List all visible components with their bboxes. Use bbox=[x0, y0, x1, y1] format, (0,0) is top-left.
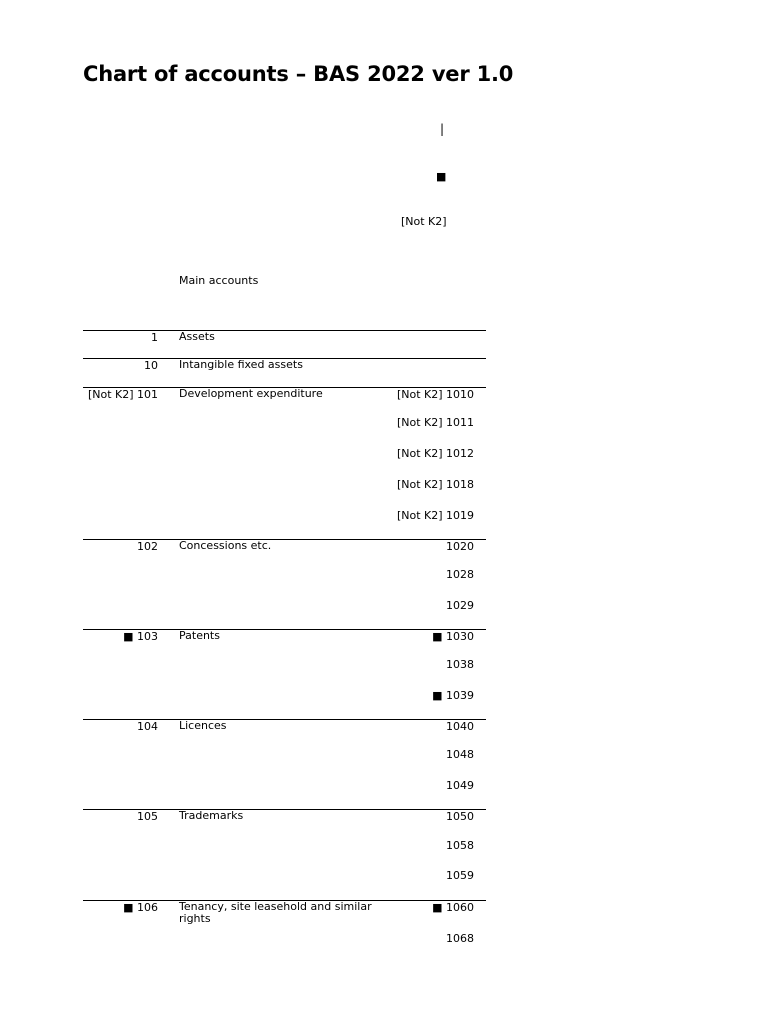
account-name: Development expenditure bbox=[179, 387, 323, 400]
account-name: Concessions etc. bbox=[179, 539, 272, 552]
sub-account: 1068 bbox=[446, 932, 474, 945]
sub-account: 1048 bbox=[446, 748, 474, 761]
sub-account: [Not K2] 1012 bbox=[396, 447, 474, 460]
account-code: 10 bbox=[144, 359, 158, 372]
sub-account: 1020 bbox=[446, 540, 474, 553]
sub-account: 1050 bbox=[446, 810, 474, 823]
sub-account: 1040 bbox=[446, 720, 474, 733]
account-code: [Not K2] 101 bbox=[87, 388, 158, 401]
legend-square-marker: ■ bbox=[436, 170, 447, 183]
sub-account: 1059 bbox=[446, 869, 474, 882]
sub-account: ■ 1060 bbox=[432, 901, 474, 914]
account-code: ■ 106 bbox=[123, 901, 158, 914]
account-name: Assets bbox=[179, 330, 215, 343]
sub-account: 1049 bbox=[446, 779, 474, 792]
sub-account: [Not K2] 1010 bbox=[396, 388, 474, 401]
account-name: Trademarks bbox=[179, 809, 244, 822]
sub-account: 1028 bbox=[446, 568, 474, 581]
sub-account: ■ 1039 bbox=[432, 689, 474, 702]
account-name: Tenancy, site leasehold and similar rights bbox=[179, 900, 372, 925]
account-code: 1 bbox=[151, 331, 158, 344]
sub-account: [Not K2] 1018 bbox=[396, 478, 474, 491]
sub-account: 1038 bbox=[446, 658, 474, 671]
page-title: Chart of accounts – BAS 2022 ver 1.0 bbox=[83, 62, 514, 86]
account-name: Patents bbox=[179, 629, 220, 642]
account-name: Intangible fixed assets bbox=[179, 358, 303, 371]
account-code: ■ 103 bbox=[123, 630, 158, 643]
account-code: 105 bbox=[137, 810, 158, 823]
sub-account: 1029 bbox=[446, 599, 474, 612]
account-code: 102 bbox=[137, 540, 158, 553]
sub-account: [Not K2] 1019 bbox=[396, 509, 474, 522]
account-name: Licences bbox=[179, 719, 227, 732]
sub-account: ■ 1030 bbox=[432, 630, 474, 643]
sub-account: [Not K2] 1011 bbox=[396, 416, 474, 429]
legend-not-k2-marker: [Not K2] bbox=[401, 215, 447, 228]
legend-bar-marker: | bbox=[440, 122, 445, 136]
main-accounts-header: Main accounts bbox=[179, 274, 259, 287]
account-code: 104 bbox=[137, 720, 158, 733]
sub-account: 1058 bbox=[446, 839, 474, 852]
